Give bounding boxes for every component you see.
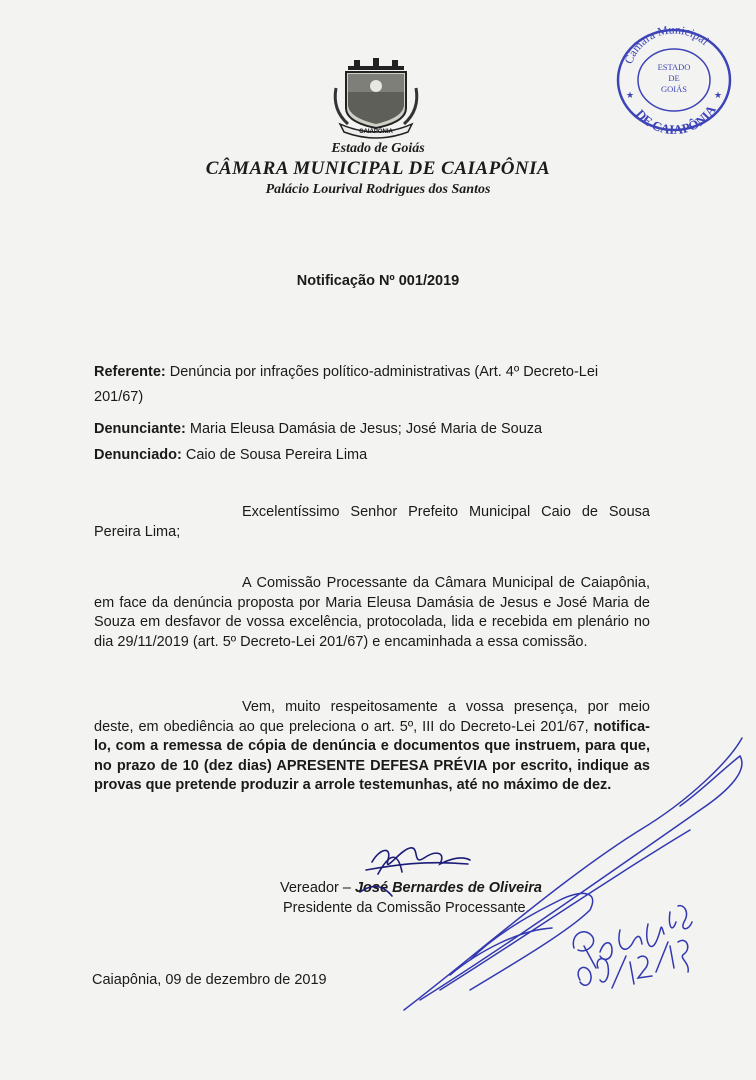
paragraph-2 (94, 698, 650, 796)
denunciado-label: Denunciado: (94, 447, 182, 463)
signature-role: Presidente da Comissão Processante. (283, 900, 530, 916)
signature-name: José Bernardes de Oliveira (354, 880, 542, 896)
document-date: Caiapônia, 09 de dezembro de 2019 (92, 972, 327, 988)
stamp-center-2: DE (668, 73, 680, 83)
paragraph-1 (94, 574, 650, 652)
header-state: Estado de Goiás (331, 141, 425, 156)
stamp-star-left: ★ (626, 90, 635, 100)
denunciante-value: Maria Eleusa Damásia de Jesus; José Maria de Souza (189, 421, 543, 437)
stamp-ring-top: Câmara Municipal (621, 24, 712, 66)
field-denunciante (94, 417, 650, 442)
salutation (94, 502, 650, 542)
referente-value: Denúncia por infrações político-administrativas (Art. 4º Decreto-Lei 201/67) (94, 364, 599, 405)
referente-label: Referente: (94, 364, 166, 380)
paragraph-2-normal: Vem, muito respeitosamente a vossa presença, por meio deste, em obediência ao que preleciona o art. 5º, III do Decreto-Lei 201/67, (94, 699, 650, 735)
stamp-star-right: ★ (714, 90, 723, 100)
denunciante-label: Denunciante: (94, 421, 186, 437)
paragraph-2-bold: notifica-lo, com a remessa de cópia de denúncia e documentos que instruem, para que, no prazo de 10 (dez dias) APRESENTE DEFESA PRÉVIA por escrito, indique as provas que pretende produzir a arrole testemunhas, até no máximo de dez. (94, 718, 650, 794)
denunciado-value: Caio de Sousa Pereira Lima (185, 447, 368, 463)
signature-prefix: Vereador – (280, 880, 355, 896)
salutation-text: Excelentíssimo Senhor Prefeito Municipal Caio de Sousa Pereira Lima; (94, 504, 650, 540)
field-referente (94, 360, 650, 410)
signature-line (0, 880, 756, 896)
stamp-center-3: GOIÁS (661, 84, 687, 94)
field-denunciado (94, 443, 650, 468)
notification-title: Notificação Nº 001/2019 (296, 273, 460, 289)
stamp-center-1: ESTADO (657, 62, 691, 72)
header-chamber: CÂMARA MUNICIPAL DE CAIAPÔNIA (205, 158, 551, 179)
header-palace: Palácio Lourival Rodrigues dos Santos (265, 182, 491, 197)
chamber-stamp-icon (612, 24, 736, 134)
paragraph-1-text: A Comissão Processante da Câmara Municipal de Caiapônia, em face da denúncia proposta por Maria Eleusa Damásia de Jesus e José Maria de Souza em desfavor de vossa excelência, protocolada, lida e recebida em plenário no dia 29/11/2019 (art. 5º Decreto-Lei 201/67) e encaminhada a essa comissão. (94, 575, 650, 650)
seal-text: CAIAPÔNIA (359, 129, 393, 135)
stamp-ring-bottom: DE CAIAPÔNIA (632, 102, 719, 134)
municipal-seal-icon (328, 58, 424, 140)
